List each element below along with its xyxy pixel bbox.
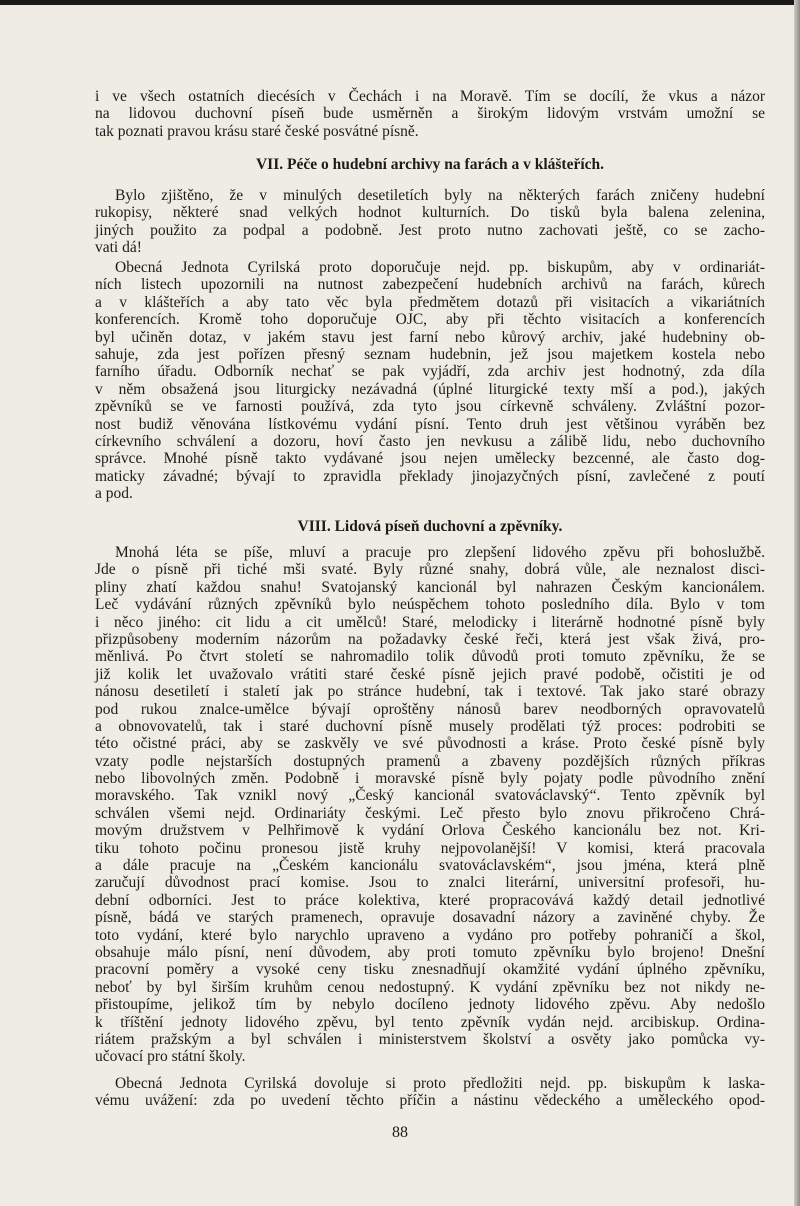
paragraph [95, 187, 765, 257]
text-line: jiných použito za podpal a podobně. Jest proto nutno zachovati ještě, co se zacho- [95, 221, 765, 239]
scan-page-edge [794, 0, 800, 1206]
text-line: dební odborníci. Jest to práce kolektiva, které propracovává každý detail jednotlivé [95, 891, 765, 909]
text-line: neboť by byl širším kruhům cenou nedostupný. K vydání zpěvníku bez not nikdy ne- [95, 978, 765, 996]
section-heading: VII. Péče o hudební archivy na farách a v klášteřích. [255, 156, 605, 173]
text-line: nebo libovolných změn. Podobně i moravské písně byly pojaty podle původního znění [95, 770, 765, 788]
text-line: církevního schválení a dozoru, hoví často jen nevkusu a zálibě lidu, nebo duchovního [95, 432, 765, 450]
text-line: zaručují důvodnost prací komise. Jsou to znalci literární, universitní profesoři, hu- [95, 874, 765, 892]
text-line: na lidovou duchovní píseň bude usměrněn a širokým lidovým vrstvám umožní se [95, 105, 765, 123]
text-line: a pod. [95, 485, 133, 503]
text-line: a dále pracuje na „Českém kancionálu svatováclavském“, jsou jména, která plně [95, 857, 765, 875]
text-line: konferencích. Kromě toho doporučuje OJC, aby při těchto visitacích a konferencích [95, 311, 765, 329]
text-line: správce. Mnohé písně takto vydávané jsou nejen umělecky bezcenné, ale často dog- [95, 450, 765, 468]
text-line: vati dá! [95, 239, 142, 257]
text-line: ních listech upozornili na nutnost zabezpečení hudebních archivů na farách, kůrech [95, 276, 765, 294]
section-heading: VIII. Lidová píseň duchovní a zpěvníky. [297, 518, 563, 535]
text-line: v něm obsažená jsou liturgicky nezávadná (úplné liturgické texty mší a pod.), jakých [95, 380, 765, 398]
text-line: i ve všech ostatních diecésích v Čechách i na Moravě. Tím se docílí, že vkus a názor [95, 88, 765, 105]
text-line: maticky závadné; bývají to zpravidla překlady jinojazyčných písní, zavlečené z poutí [95, 467, 765, 485]
text-line: moravského. Tak vznikl nový „Český kancionál svatováclavský“. Tento zpěvník byl [95, 787, 765, 805]
text-line: i něco jiného: cit lidu a cit umělců! Staré, melodicky i literárně hodnotné písně byly [95, 613, 765, 631]
scan-top-border [0, 0, 800, 5]
text-line: nánosu desetiletí i staletí jak po stránce hudební, tak i textové. Tak jako staré obrazy [95, 683, 765, 701]
text-line: toto vydání, které bylo narychlo upraveno a vydáno pro potřeby pohraničí a škol, [95, 926, 765, 944]
text-line: zpěvníků se ve farnosti používá, zda tyto jsou církevně schváleny. Zvláštní pozor- [95, 398, 765, 416]
text-line: k tříštění jednoty lidového zpěvu, byl tento zpěvník vydán nejd. arcibiskup. Ordina- [95, 1013, 765, 1031]
text-line: pliny zhatí každou snahu! Svatojanský kancionál byl nahrazen Českým kancionálem. [95, 578, 765, 596]
text-line: písně, bádá ve starých pramenech, opravuje dosavadní názory a zaviněné chyby. Že [95, 909, 765, 927]
text-line: přistoupíme, jelikož tím by nebylo docíleno jednoty lidového zpěvu. Aby nedošlo [95, 996, 765, 1014]
text-line: pod rukou znalce-umělce bývají oproštěny nánosů barev neodborných opravovatelů [95, 700, 765, 718]
text-line: vému uvážení: zda po uvedení těchto příčin a nástinu vědeckého a uměleckého opod- [95, 1092, 765, 1110]
text-line: přizpůsobeny moderním názorům na požadavky české řeči, která jest však živá, pro- [95, 630, 765, 648]
text-line: farního úřadu. Odborník nechať se pak vyjádří, zda archiv jest hodnotný, zda díla [95, 363, 765, 381]
text-line: vzaty podle nejstarších dostupných pramenů a zbaveny pozdějších různých příkras [95, 752, 765, 770]
text-line: obsahuje málo písní, není důvodem, aby proti tomuto zpěvníku bylo brojeno! Dnešní [95, 943, 765, 961]
text-line: tak poznati pravou krásu staré české posvátné písně. [95, 122, 419, 140]
text-line: této očistné práci, aby se zaskvěly ve své původnosti a kráse. Proto české písně byly [95, 735, 765, 753]
text-line: Jde o písně při tiché mši svaté. Byly různé snahy, dobrá vůle, ale neznalost disci- [95, 561, 765, 579]
text-line: Mnohá léta se píše, mluví a pracuje pro zlepšení lidového zpěvu při bohoslužbě. [115, 544, 765, 561]
text-line: pracovní poměry a vysoké ceny tisku znesnadňují okamžité vydání úplného zpěvníku, [95, 961, 765, 979]
text-line: riátem pražským a byl schválen i ministerstvem školství a osvěty jako pomůcka vy- [95, 1030, 765, 1048]
text-line: již kolik let uvažovalo vrátiti staré české písně jejich pravé podobě, očistiti je od [95, 665, 765, 683]
text-line: byl učiněn dotaz, v jakém stavu jest farní nebo kůrový archiv, jaké hudebniny ob- [95, 328, 765, 346]
text-line: Leč vydávání různých zpěvníků bylo neúspěchem tohoto posledního díla. Bylo v tom [95, 596, 765, 614]
text-line: Obecná Jednota Cyrilská dovoluje si proto předložiti nejd. pp. biskupům k laska- [115, 1075, 765, 1092]
text-line: a obnovovatelů, tak i staré duchovní písně musely prodělati týž proces: podrobiti se [95, 717, 765, 735]
text-line: měnlivá. Po čtvrt století se nahromadilo tolik důvodů proti tomuto zpěvníku, že se [95, 648, 765, 666]
page-number: 88 [392, 1124, 408, 1141]
paragraph [95, 1075, 765, 1110]
paragraph [95, 544, 765, 1066]
text-line: rukopisy, některé snad velkých hodnot kulturních. Do tisků byla balena zelenina, [95, 204, 765, 222]
text-line: schválen všemi nejd. Ordinariáty českými. Leč přesto bylo znovu přikročeno Chrá- [95, 804, 765, 822]
text-line: sahuje, zda jest pořízen přesný seznam hudebnin, jež jsou majetkem kostela nebo [95, 345, 765, 363]
text-line: Bylo zjištěno, že v minulých desetiletích byly na některých farách zničeny hudební [115, 187, 765, 204]
paragraph [95, 259, 765, 502]
text-line: a v klášteřích a aby tato věc byla předmětem dotazů při visitacích a vikariátních [95, 293, 765, 311]
text-line: Obecná Jednota Cyrilská proto doporučuje nejd. pp. biskupům, aby v ordinariát- [115, 259, 765, 276]
text-line: movým družstvem v Pelhřimově k vydání Orlova Českého kancionálu bez not. Kri- [95, 822, 765, 840]
text-line: nost budiž věnována lístkovému vydání písní. Tento druh jest většinou vyráběn bez [95, 415, 765, 433]
paragraph [95, 88, 765, 140]
text-line: tiku tohoto počinu pronesou jistě kruhy nejpovolanější! V komisi, která pracovala [95, 839, 765, 857]
text-line: učovací pro státní školy. [95, 1048, 246, 1066]
